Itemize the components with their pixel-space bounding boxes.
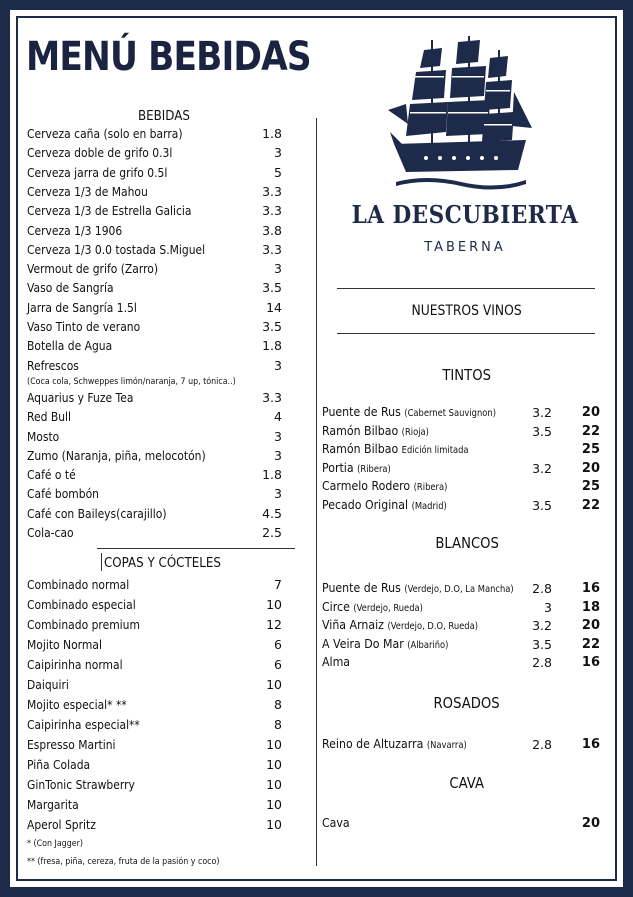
item-name: Cerveza 1/3 de Estrella Galicia <box>27 203 192 219</box>
item-name: Vaso de Sangría <box>27 280 114 296</box>
wine-region: (Cabernet Sauvignon) <box>404 408 496 419</box>
wine-label: Viña Arnaiz <box>322 617 384 633</box>
menu-item <box>27 486 282 504</box>
item-name: Cerveza 1/3 1906 <box>27 222 123 238</box>
wine-item <box>322 478 600 497</box>
item-name: GinTonic Strawberry <box>27 777 135 792</box>
menu-item <box>27 757 282 775</box>
glass-price: 3.5 <box>532 498 552 513</box>
item-price: 3 <box>274 428 282 444</box>
wine-label: Puente de Rus <box>322 580 401 595</box>
wine-label: Alma <box>322 654 351 670</box>
column-divider <box>316 118 317 866</box>
menu-item <box>27 525 282 543</box>
wine-label: Pecado Original <box>322 497 409 512</box>
menu-item <box>27 697 282 715</box>
item-name: Botella de Agua <box>27 338 113 354</box>
glass-price: 2.8 <box>532 737 552 752</box>
wine-name <box>322 441 469 456</box>
wine-label: Reino de Altuzarra <box>322 736 424 751</box>
item-price: 1.8 <box>262 467 282 483</box>
menu-item <box>27 300 282 318</box>
item-name: Cerveza jarra de grifo 0.5l <box>27 164 168 180</box>
menu-item <box>27 817 282 835</box>
refrescos-note: (Coca cola, Schweppes limón/naranja, 7 up, tónica..) <box>27 377 236 387</box>
menu-item <box>27 777 282 795</box>
glass-price: 3 <box>544 599 552 615</box>
item-name: Vaso Tinto de verano <box>27 319 141 334</box>
wine-name <box>322 497 447 512</box>
item-name: Aperol Spritz <box>27 817 96 832</box>
item-price: 10 <box>266 597 282 612</box>
wine-item <box>322 441 600 460</box>
wine-name <box>322 815 350 830</box>
wine-item <box>322 460 600 479</box>
item-price: 3.8 <box>262 222 282 238</box>
wine-name <box>322 636 448 651</box>
item-name: Piña Colada <box>27 757 91 772</box>
wine-label: Circe <box>322 598 350 614</box>
item-name: Margarita <box>27 797 79 812</box>
menu-item <box>27 145 282 163</box>
item-name: Espresso Martini <box>27 737 116 752</box>
footnote-fruits: ** (fresa, piña, cereza, fruta de la pasión y coco) <box>27 857 220 867</box>
wine-item <box>322 580 600 599</box>
item-name: Jarra de Sangría 1.5l <box>27 299 137 315</box>
section-divider-tick <box>101 553 102 571</box>
item-name: Refrescos <box>27 357 79 373</box>
wine-label: A Veira Do Mar <box>322 635 404 651</box>
item-price: 3.3 <box>262 183 282 199</box>
menu-item <box>27 737 282 755</box>
item-price: 8 <box>274 697 282 712</box>
item-name: Cerveza doble de grifo 0.3l <box>27 145 173 161</box>
menu-item <box>27 390 282 408</box>
section-divider <box>97 548 295 549</box>
menu-item <box>27 126 282 144</box>
wine-region: (Ribera) <box>413 482 448 494</box>
wine-label: Carmelo Rodero <box>322 478 411 494</box>
wine-item <box>322 423 600 442</box>
glass-price: 3.5 <box>532 423 552 439</box>
bottle-price: 22 <box>581 423 600 439</box>
item-name: Red Bull <box>27 409 72 425</box>
menu-item <box>27 657 282 675</box>
item-price: 3.3 <box>262 389 282 405</box>
item-name: Café con Baileys(carajillo) <box>27 505 167 521</box>
menu-item <box>27 165 282 183</box>
glass-price: 3.2 <box>532 405 552 420</box>
wine-item <box>322 497 600 516</box>
item-price: 3.3 <box>262 241 282 257</box>
wine-name <box>322 478 447 493</box>
item-name: Cerveza 1/3 de Mahou <box>27 183 148 199</box>
item-price: 1.8 <box>262 126 282 141</box>
wine-region: (Verdejo, D.O, La Mancha) <box>404 584 514 595</box>
wine-label: Puente de Rus <box>322 404 401 419</box>
tintos-heading: TINTOS <box>442 366 492 384</box>
wine-item <box>322 736 600 755</box>
wine-name <box>322 404 496 419</box>
menu-item <box>27 467 282 485</box>
item-price: 10 <box>266 677 282 692</box>
item-price: 4.5 <box>262 505 282 521</box>
wine-name <box>322 617 478 632</box>
menu-item <box>27 677 282 695</box>
item-price: 3 <box>274 357 282 373</box>
wine-region: (Ribera) <box>357 463 391 475</box>
wine-item <box>322 636 600 655</box>
item-name: Mojito especial* ** <box>27 697 127 712</box>
bottle-price: 25 <box>581 479 600 495</box>
menu-item <box>27 203 282 221</box>
item-name: Caipirinha especial** <box>27 717 140 732</box>
item-name: Cerveza caña (solo en barra) <box>27 126 183 141</box>
bottle-price: 16 <box>581 655 600 671</box>
item-price: 3 <box>274 145 282 161</box>
item-price: 3 <box>274 261 282 277</box>
bottle-price: 20 <box>581 460 600 476</box>
menu-item <box>27 242 282 260</box>
wine-name <box>322 599 423 614</box>
wine-label: Ramón Bilbao <box>322 422 399 438</box>
wine-item <box>322 654 600 673</box>
bottle-price: 20 <box>581 618 600 634</box>
wine-name <box>322 654 350 669</box>
bottle-price: 25 <box>581 442 600 458</box>
item-price: 1.8 <box>262 338 282 354</box>
menu-item <box>27 506 282 524</box>
item-price: 10 <box>266 797 282 812</box>
menu-item <box>27 429 282 447</box>
menu-item <box>27 409 282 427</box>
menu-item <box>27 223 282 241</box>
item-price: 6 <box>274 657 282 672</box>
item-price: 8 <box>274 717 282 732</box>
bottle-price: 20 <box>581 816 600 831</box>
item-price: 10 <box>266 737 282 752</box>
glass-price: 2.8 <box>532 655 552 671</box>
menu-item <box>27 319 282 337</box>
wine-region: (Albariño) <box>407 639 449 651</box>
wine-region: (Rioja) <box>401 426 429 438</box>
menu-item <box>27 577 282 595</box>
sailing-ship-icon <box>386 32 536 197</box>
menu-item <box>27 338 282 356</box>
bottle-price: 22 <box>581 498 600 513</box>
item-price: 7 <box>274 577 282 592</box>
item-name: Combinado especial <box>27 597 136 612</box>
item-price: 14 <box>266 299 282 315</box>
wine-item <box>322 815 600 834</box>
glass-price: 3.2 <box>532 460 552 476</box>
item-price: 2.5 <box>262 525 282 540</box>
glass-price: 3.2 <box>532 618 552 634</box>
menu-item <box>27 184 282 202</box>
item-price: 10 <box>266 777 282 792</box>
menu-item <box>27 797 282 815</box>
item-name: Vermout de grifo (Zarro) <box>27 261 159 277</box>
wine-label: Cava <box>322 815 350 830</box>
copas-heading: COPAS Y CÓCTELES <box>104 555 221 571</box>
item-price: 4 <box>274 409 282 425</box>
brand-subtitle: TABERNA <box>424 240 506 255</box>
item-price: 3.5 <box>262 319 282 334</box>
menu-item <box>27 597 282 615</box>
menu-item <box>27 637 282 655</box>
wine-item <box>322 404 600 423</box>
menu-item <box>27 617 282 635</box>
glass-price: 3.5 <box>532 636 552 652</box>
item-price: 3.3 <box>262 203 282 219</box>
bottle-price: 16 <box>581 737 600 752</box>
blancos-heading: BLANCOS <box>435 534 499 552</box>
item-name: Café bombón <box>27 486 99 502</box>
wine-region: (Verdejo, D.O, Rueda) <box>387 621 478 633</box>
item-price: 5 <box>274 164 282 180</box>
menu-item <box>27 717 282 735</box>
bottle-price: 18 <box>581 599 600 615</box>
bottle-price: 20 <box>581 405 600 420</box>
vinos-divider-bottom <box>337 333 595 334</box>
wine-name <box>322 580 514 595</box>
wine-item <box>322 599 600 618</box>
vinos-heading: NUESTROS VINOS <box>411 303 523 319</box>
item-name: Daiquiri <box>27 677 69 692</box>
item-name: Caipirinha normal <box>27 657 123 672</box>
cava-heading: CAVA <box>449 774 485 792</box>
wine-name <box>322 460 391 475</box>
menu-item <box>27 261 282 279</box>
brand-name: LA DESCUBIERTA <box>351 200 579 229</box>
page-title: MENÚ BEBIDAS <box>26 34 311 80</box>
bottle-price: 22 <box>581 636 600 652</box>
item-name: Combinado premium <box>27 617 140 632</box>
item-price: 6 <box>274 637 282 652</box>
item-name: Café o té <box>27 467 76 483</box>
menu-item <box>27 280 282 298</box>
wine-label: Portia <box>322 459 354 475</box>
wine-region: (Madrid) <box>411 501 447 512</box>
vinos-divider-top <box>337 288 595 289</box>
item-name: Combinado normal <box>27 577 130 592</box>
wine-region: (Navarra) <box>426 740 467 751</box>
item-name: Mosto <box>27 428 60 444</box>
item-name: Aquarius y Fuze Tea <box>27 389 134 405</box>
item-name: Cerveza 1/3 0.0 tostada S.Miguel <box>27 241 206 257</box>
wine-region: Edición limitada <box>401 445 469 457</box>
rosados-heading: ROSADOS <box>433 694 501 712</box>
wine-name <box>322 736 467 751</box>
wine-name <box>322 423 429 438</box>
wine-item <box>322 617 600 636</box>
item-price: 10 <box>266 817 282 832</box>
item-name: Mojito Normal <box>27 637 102 652</box>
item-price: 3 <box>274 447 282 463</box>
item-price: 10 <box>266 757 282 772</box>
footnote-jagger: * (Con Jagger) <box>27 839 83 849</box>
item-price: 12 <box>266 617 282 632</box>
bebidas-heading: BEBIDAS <box>138 108 190 124</box>
menu-item <box>27 358 282 376</box>
item-price: 3.5 <box>262 280 282 296</box>
item-name: Zumo (Naranja, piña, melocotón) <box>27 447 206 463</box>
item-name: Cola-cao <box>27 525 74 540</box>
menu-item <box>27 448 282 466</box>
wine-region: (Verdejo, Rueda) <box>353 602 423 614</box>
wine-label: Ramón Bilbao <box>322 441 399 457</box>
glass-price: 2.8 <box>532 581 552 596</box>
item-price: 3 <box>274 486 282 502</box>
bottle-price: 16 <box>581 581 600 596</box>
